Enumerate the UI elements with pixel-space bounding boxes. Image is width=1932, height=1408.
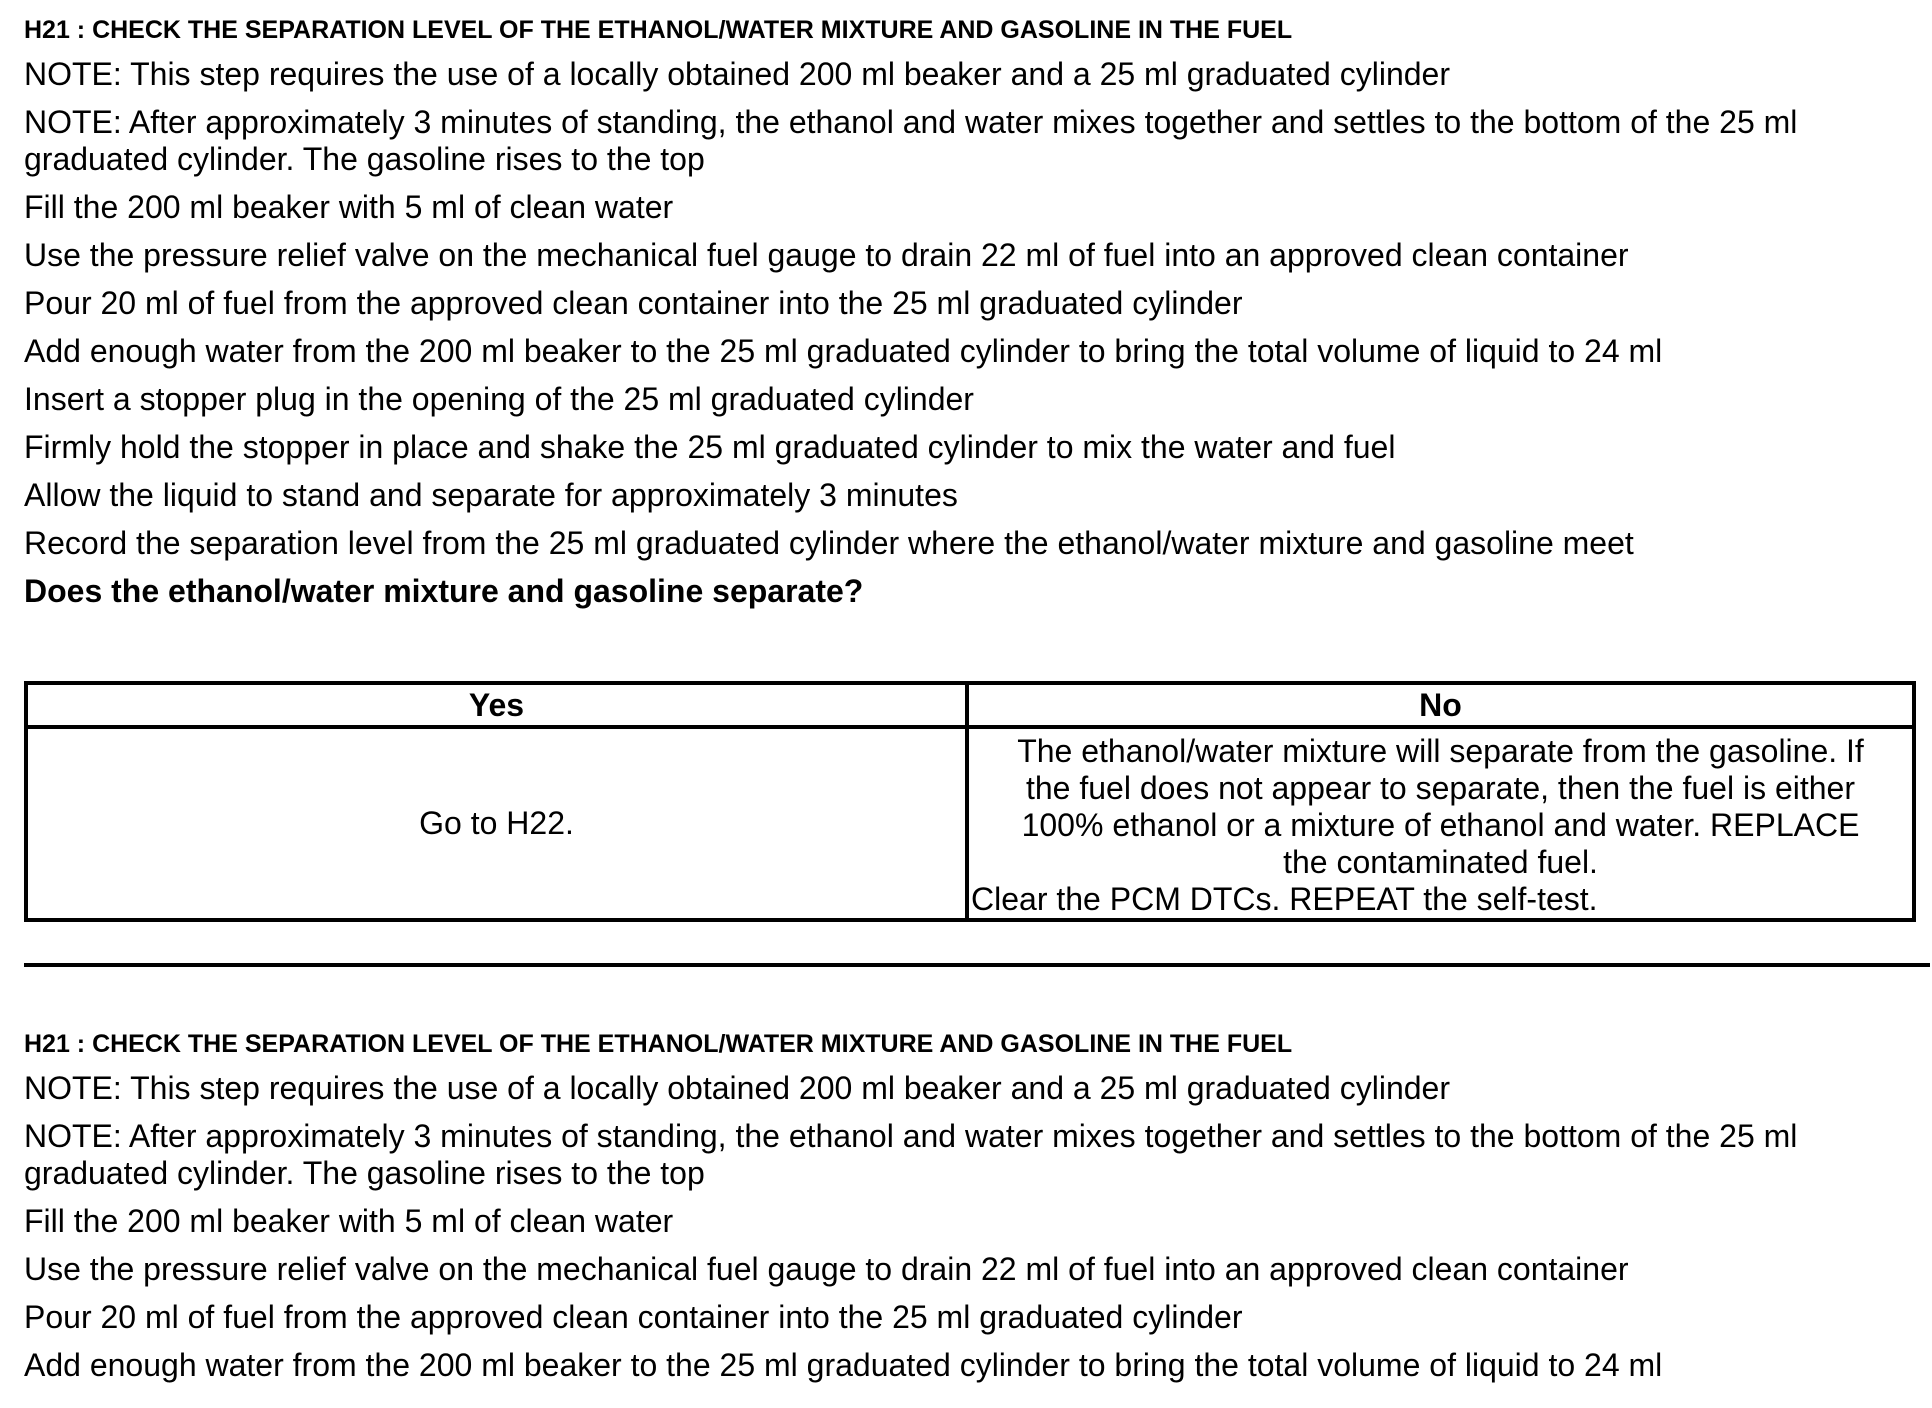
instruction-line: Insert a stopper plug in the opening of the 25 ml graduated cylinder [24,381,974,417]
no-column-header: No [967,683,1914,727]
yes-column-header: Yes [26,683,967,727]
instruction-line: Add enough water from the 200 ml beaker to the 25 ml graduated cylinder to bring the total volume of liquid to 24 ml [24,1347,1663,1383]
note-line: NOTE: After approximately 3 minutes of standing, the ethanol and water mixes together and settles to the bottom of the 25 ml graduated cylinder. The gasoline rises to the top [24,104,1798,177]
instruction-line: Pour 20 ml of fuel from the approved clean container into the 25 ml graduated cylinder [24,1299,1243,1335]
step-instructions [24,52,1916,615]
table-header-row [26,683,1914,727]
step-heading: H21 : CHECK THE SEPARATION LEVEL OF THE ETHANOL/WATER MIXTURE AND GASOLINE IN THE FUEL [24,1030,1293,1058]
instruction-line: Firmly hold the stopper in place and shake the 25 ml graduated cylinder to mix the water and fuel [24,429,1396,465]
no-action-cell [967,727,1914,920]
yes-action-cell [26,727,967,920]
decision-table [24,681,1916,922]
instruction-line: Fill the 200 ml beaker with 5 ml of clean water [24,1203,674,1239]
instruction-line: Add enough water from the 200 ml beaker to the 25 ml graduated cylinder to bring the total volume of liquid to 24 ml [24,333,1663,369]
section-divider [24,963,1930,967]
note-line: NOTE: This step requires the use of a locally obtained 200 ml beaker and a 25 ml graduated cylinder [24,1070,1450,1106]
no-action-text: The ethanol/water mixture will separate from the gasoline. If the fuel does not appear to separate, then the fuel is either 100% ethanol or a mixture of ethanol and water. REPLACE the contaminated fuel. [1017,733,1864,880]
no-action-followup: Clear the PCM DTCs. REPEAT the self-test. [971,881,1598,917]
instruction-line: Use the pressure relief valve on the mechanical fuel gauge to drain 22 ml of fuel into an approved clean container [24,1251,1629,1287]
procedure-section-2 [24,1022,1916,1389]
instruction-line: Allow the liquid to stand and separate for approximately 3 minutes [24,477,958,513]
instruction-line: Fill the 200 ml beaker with 5 ml of clean water [24,189,674,225]
note-line: NOTE: This step requires the use of a locally obtained 200 ml beaker and a 25 ml graduated cylinder [24,56,1450,92]
instruction-line: Pour 20 ml of fuel from the approved clean container into the 25 ml graduated cylinder [24,285,1243,321]
decision-question: Does the ethanol/water mixture and gasoline separate? [24,573,864,609]
note-line: NOTE: After approximately 3 minutes of standing, the ethanol and water mixes together and settles to the bottom of the 25 ml graduated cylinder. The gasoline rises to the top [24,1118,1798,1191]
instruction-line: Record the separation level from the 25 ml graduated cylinder where the ethanol/water mixture and gasoline meet [24,525,1634,561]
yes-action-text: Go to H22. [419,805,574,841]
step-heading: H21 : CHECK THE SEPARATION LEVEL OF THE ETHANOL/WATER MIXTURE AND GASOLINE IN THE FUEL [24,16,1293,44]
step-instructions [24,1066,1916,1389]
table-row [26,727,1914,920]
instruction-line: Use the pressure relief valve on the mechanical fuel gauge to drain 22 ml of fuel into an approved clean container [24,237,1629,273]
procedure-section-1 [24,8,1916,615]
